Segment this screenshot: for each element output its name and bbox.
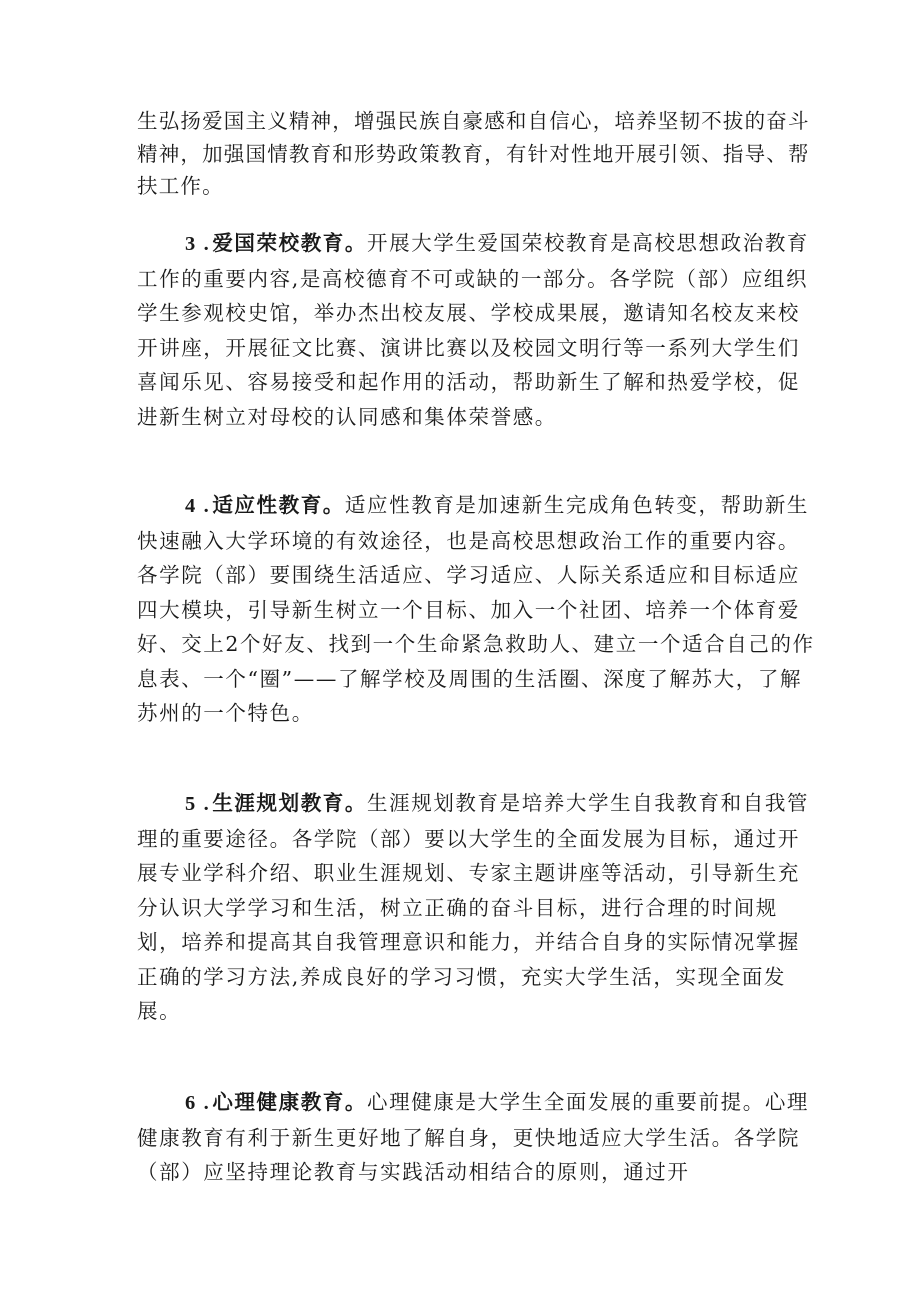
intro-paragraph [137, 105, 817, 203]
section-5-paragraph [137, 786, 817, 1029]
section-number: 5 . [185, 793, 211, 815]
section-body: 生涯规划教育是培养大学生自我教育和自我管理的重要途径。各学院（部）要以大学生的全面发展为目标，通过开展专业学科介绍、职业生涯规划、专家主题讲座等活动，引导新生充分认识大学学习和生活，树立正确的奋斗目标，进行合理的时间规划，培养和提高其自我管理意识和能力，并结合自身的实际情况掌握正确的学习方法,养成良好的学习习惯，充实大学生活，实现全面发展。 [137, 791, 810, 1023]
section-number: 6 . [185, 1092, 211, 1114]
section-heading: 心理健康教育。 [212, 1090, 368, 1114]
section-number: 3 . [185, 233, 211, 255]
intro-text: 生弘扬爱国主义精神，增强民族自豪感和自信心，培养坚韧不拔的奋斗精神，加强国情教育和形势政策教育，有针对性地开展引领、指导、帮扶工作。 [137, 109, 810, 198]
section-6-paragraph [137, 1085, 817, 1190]
section-3-paragraph [137, 226, 817, 434]
section-body: 心理健康是大学生全面发展的重要前提。心理健康教育有利于新生更好地了解自身，更快地适应大学生活。各学院（部）应坚持理论教育与实践活动相结合的原则，通过开 [137, 1090, 810, 1184]
section-heading: 爱国荣校教育。 [212, 231, 368, 255]
section-body: 适应性教育是加速新生完成角色转变，帮助新生快速融入大学环境的有效途径，也是高校思想政治工作的重要内容。各学院（部）要围绕生活适应、学习适应、人际关系适应和目标适应四大模块，引导新生树立一个目标、加入一个社团、培养一个体育爱好、交上2个好友、找到一个生命紧急救助人、建立一个适合自己的作息表、一个“圈”——了解学校及周围的生活圈、深度了解苏大，了解苏州的一个特色。 [137, 493, 815, 725]
section-number: 4 . [185, 495, 211, 517]
section-4-paragraph [137, 488, 817, 731]
section-heading: 生涯规划教育。 [212, 791, 368, 815]
section-body: 开展大学生爱国荣校教育是高校思想政治教育工作的重要内容,是高校德育不可或缺的一部分。各学院（部）应组织学生参观校史馆，举办杰出校友展、学校成果展，邀请知名校友来校开讲座，开展征文比赛、演讲比赛以及校园文明行等一系列大学生们喜闻乐见、容易接受和起作用的活动，帮助新生了解和热爱学校，促进新生树立对母校的认同感和集体荣誉感。 [137, 231, 810, 429]
section-heading: 适应性教育。 [212, 493, 345, 517]
